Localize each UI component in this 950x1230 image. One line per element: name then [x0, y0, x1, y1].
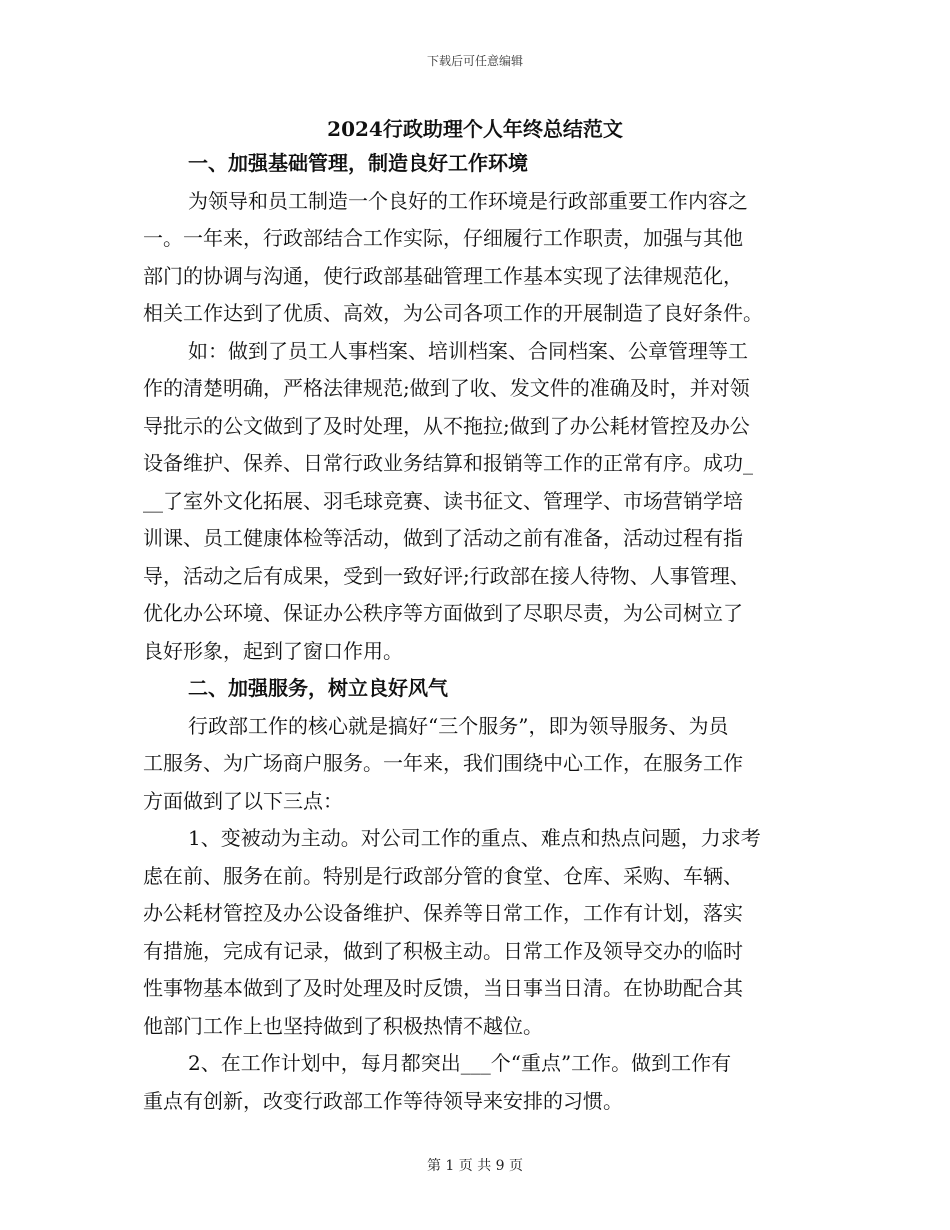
paragraph-line: 性事物基本做到了及时处理及时反馈，当日事当日清。在协助配合其	[143, 976, 743, 1000]
paragraph-line: 2、在工作计划中，每月都突出___个“重点”工作。做到工作有	[188, 1051, 732, 1075]
document-body	[143, 145, 808, 1120]
page-number-footer: 第 1 页 共 9 页	[426, 1158, 524, 1174]
document-title: 2024行政助理个人年终总结范文	[327, 117, 623, 141]
paragraph-line: 虑在前、服务在前。特别是行政部分管的食堂、仓库、采购、车辆、	[143, 863, 743, 888]
paragraph-line: 优化办公环境、保证办公秩序等方面做到了尽职尽责，为公司树立了	[143, 601, 743, 625]
paragraph-line: 工服务、为广场商户服务。一年来，我们围绕中心工作，在服务工作	[143, 751, 743, 775]
paragraph-line: 作的清楚明确，严格法律规范;做到了收、发文件的准确及时，并对领	[143, 376, 750, 400]
section-heading: 二、加强服务，树立良好风气	[188, 676, 448, 700]
paragraph-line: 一。一年来，行政部结合工作实际，仔细履行工作职责，加强与其他	[143, 226, 743, 250]
paragraph-line: __了室外文化拓展、羽毛球竞赛、读书征文、管理学、市场营销学培	[143, 488, 743, 513]
paragraph-line: 1、变被动为主动。对公司工作的重点、难点和热点问题，力求考	[188, 826, 761, 850]
paragraph-line: 良好形象，起到了窗口作用。	[143, 638, 403, 663]
section-heading: 一、加强基础管理，制造良好工作环境	[188, 151, 528, 175]
paragraph-line: 训课、员工健康体检等活动，做到了活动之前有准备，活动过程有指	[143, 526, 743, 550]
paragraph-line: 设备维护、保养、日常行政业务结算和报销等工作的正常有序。成功_	[143, 451, 753, 475]
paragraph-line: 行政部工作的核心就是搞好“三个服务”，即为领导服务、为员	[188, 713, 729, 738]
paragraph-line: 办公耗材管控及办公设备维护、保养等日常工作，工作有计划，落实	[143, 901, 743, 925]
paragraph-line: 导批示的公文做到了及时处理，从不拖拉;做到了办公耗材管控及办公	[143, 413, 750, 438]
paragraph-line: 导，活动之后有成果，受到一致好评;行政部在接人待物、人事管理、	[143, 563, 750, 588]
paragraph-line: 方面做到了以下三点：	[143, 788, 343, 813]
paragraph-line: 相关工作达到了优质、高效，为公司各项工作的开展制造了良好条件。	[143, 301, 763, 325]
paragraph-line: 他部门工作上也坚持做到了积极热情不越位。	[143, 1013, 543, 1038]
header-note: 下载后可任意编辑	[426, 54, 523, 68]
paragraph-line: 部门的协调与沟通，使行政部基础管理工作基本实现了法律规范化，	[143, 263, 743, 288]
paragraph-line: 重点有创新，改变行政部工作等待领导来安排的习惯。	[143, 1088, 623, 1113]
paragraph-line: 有措施，完成有记录，做到了积极主动。日常工作及领导交办的临时	[143, 938, 743, 963]
paragraph-line: 如：做到了员工人事档案、培训档案、合同档案、公章管理等工	[188, 338, 748, 363]
paragraph-line: 为领导和员工制造一个良好的工作环境是行政部重要工作内容之	[188, 188, 748, 213]
